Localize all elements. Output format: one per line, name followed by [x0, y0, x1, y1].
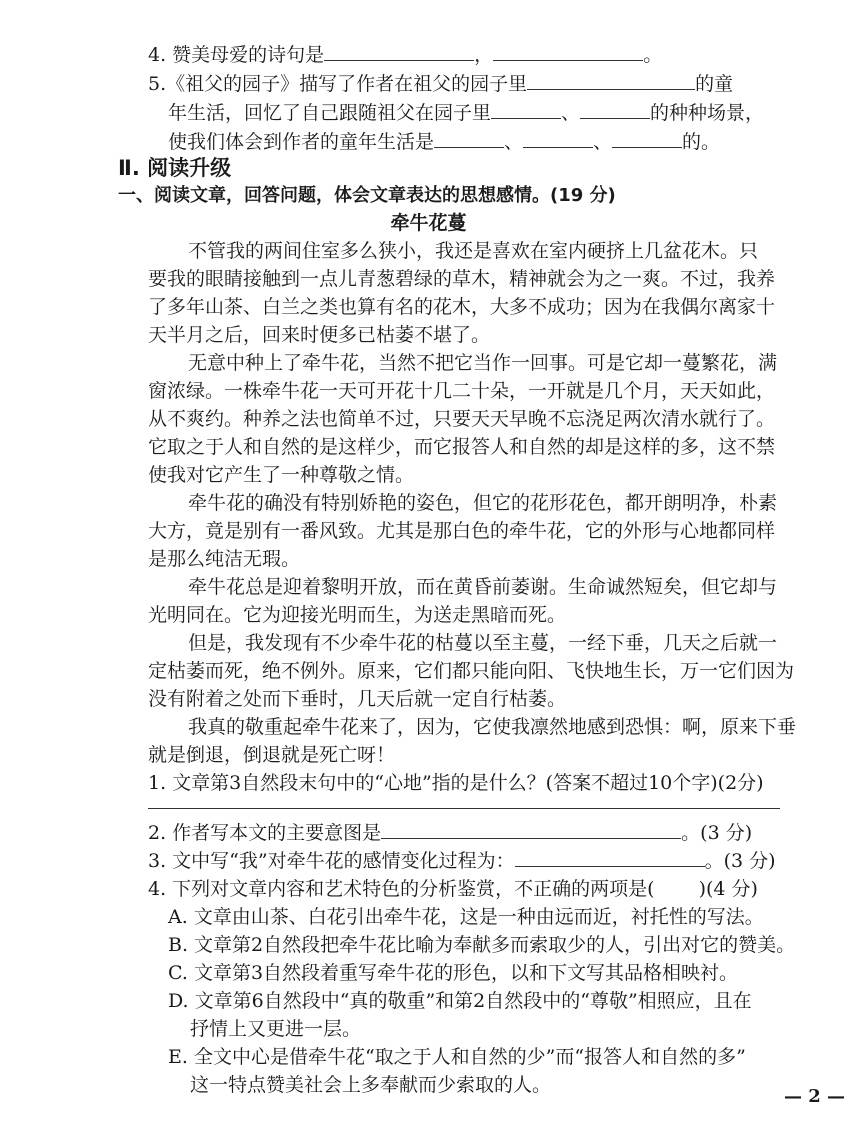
- answer-blank[interactable]: [381, 820, 681, 839]
- option-b: B. 文章第2自然段把牵牛花比喻为奉献多而索取少的人，引出对它的赞美。: [168, 934, 796, 956]
- fill-question-4: 4. 赞美母爱的诗句是 ， 。: [148, 44, 663, 66]
- answer-blank[interactable]: [493, 42, 643, 61]
- article-line: 没有附着之处而下垂时，几天后就一定自行枯萎。: [148, 688, 567, 710]
- answer-blank[interactable]: [434, 129, 504, 148]
- option-e: E. 全文中心是借牵牛花“取之于人和自然的少”而“报答人和自然的多”: [168, 1046, 746, 1068]
- article-line: 要我的眼睛接触到一点儿青葱碧绿的草木，精神就会为之一爽。不过，我养: [148, 268, 776, 290]
- answer-blank[interactable]: [324, 42, 474, 61]
- article-line: 窗浓绿。一株牵牛花一天可开花十几二十朵，一开就是几个月，天天如此，: [148, 380, 776, 402]
- article-line: 它取之于人和自然的是这样少，而它报答人和自然的却是这样的多，这不禁: [148, 436, 776, 458]
- article-line: 无意中种上了牵牛花，当然不把它当作一回事。可是它却一蔓繁花，满: [188, 352, 778, 374]
- option-a: A. 文章由山茶、白花引出牵牛花，这是一种由远而近，衬托性的写法。: [168, 906, 764, 928]
- section-instruction: 一、阅读文章，回答问题，体会文章表达的思想感情。(19 分): [118, 185, 616, 206]
- option-c: C. 文章第3自然段着重写牵牛花的形色，以和下文写其品格相映衬。: [168, 962, 739, 984]
- article-line: 牵牛花的确没有特别娇艳的姿色，但它的花形花色，都开朗明净，朴素: [188, 492, 778, 514]
- answer-blank[interactable]: [580, 100, 650, 119]
- article-line: 是那么纯洁无瑕。: [148, 548, 301, 570]
- article-line: 使我对它产生了一种尊敬之情。: [148, 464, 415, 486]
- page-number: — 2 —: [783, 1086, 845, 1107]
- section-heading: Ⅱ. 阅读升级: [118, 156, 232, 180]
- article-line: 从不爽约。种养之法也简单不过，只要天天早晚不忘浇足两次清水就行了。: [148, 408, 776, 430]
- fill-question-5-line1: 5.《祖父的园子》描写了作者在祖父的园子里 的童: [148, 73, 734, 95]
- answer-blank[interactable]: [515, 848, 705, 867]
- fill-question-5-line3: 使我们体会到作者的童年生活是 、 、 的。: [168, 131, 721, 153]
- answer-blank[interactable]: [612, 129, 682, 148]
- article-line: 光明同在。它为迎接光明而生，为送走黑暗而死。: [148, 604, 567, 626]
- answer-blank[interactable]: [491, 100, 561, 119]
- fill-q4-text: 4. 赞美母爱的诗句是: [148, 44, 325, 66]
- option-d-cont: 抒情上又更进一层。: [190, 1018, 362, 1040]
- article-line: 了多年山茶、白兰之类也算有名的花木，大多不成功；因为在我偶尔离家十: [148, 296, 776, 318]
- answer-blank[interactable]: [523, 129, 593, 148]
- article-title: 牵牛花蔓: [390, 212, 467, 234]
- article-line: 就是倒退，倒退就是死亡呀！: [148, 744, 396, 766]
- option-e-cont: 这一特点赞美社会上多奉献而少索取的人。: [190, 1074, 552, 1096]
- article-line: 不管我的两间住室多么狭小，我还是喜欢在室内硬挤上几盆花木。只: [188, 240, 759, 262]
- question-3: 3. 文中写“我”对牵牛花的感情变化过程为： 。(3 分): [148, 850, 776, 872]
- answer-line-q1[interactable]: [148, 808, 780, 809]
- article-line: 大方，竟是别有一番风致。尤其是那白色的牵牛花，它的外形与心地都同样: [148, 520, 776, 542]
- article-line: 天半月之后，回来时便多已枯萎不堪了。: [148, 324, 491, 346]
- answer-blank[interactable]: [527, 71, 695, 90]
- article-line: 但是，我发现有不少牵牛花的枯蔓以至主蔓，一经下垂，几天之后就一: [188, 632, 778, 654]
- article-line: 牵牛花总是迎着黎明开放，而在黄昏前萎谢。生命诚然短矣，但它却与: [188, 576, 778, 598]
- question-2: 2. 作者写本文的主要意图是 。(3 分): [148, 822, 753, 844]
- question-4: 4. 下列对文章内容和艺术特色的分析鉴赏，不正确的两项是( )(4 分): [148, 878, 758, 900]
- option-d: D. 文章第6自然段中“真的敬重”和第2自然段中的“尊敬”相照应，且在: [168, 990, 752, 1012]
- question-1: 1. 文章第3自然段末句中的“心地”指的是什么？(答案不超过10个字)(2分): [148, 772, 764, 794]
- article-line: 定枯萎而死，绝不例外。原来，它们都只能向阳、飞快地生长，万一它们因为: [148, 660, 795, 682]
- article-line: 我真的敬重起牵牛花来了，因为，它使我凛然地感到恐惧：啊，原来下垂: [188, 716, 797, 738]
- fill-question-5-line2: 年生活，回忆了自己跟随祖父在园子里 、 的种种场景，: [168, 102, 765, 124]
